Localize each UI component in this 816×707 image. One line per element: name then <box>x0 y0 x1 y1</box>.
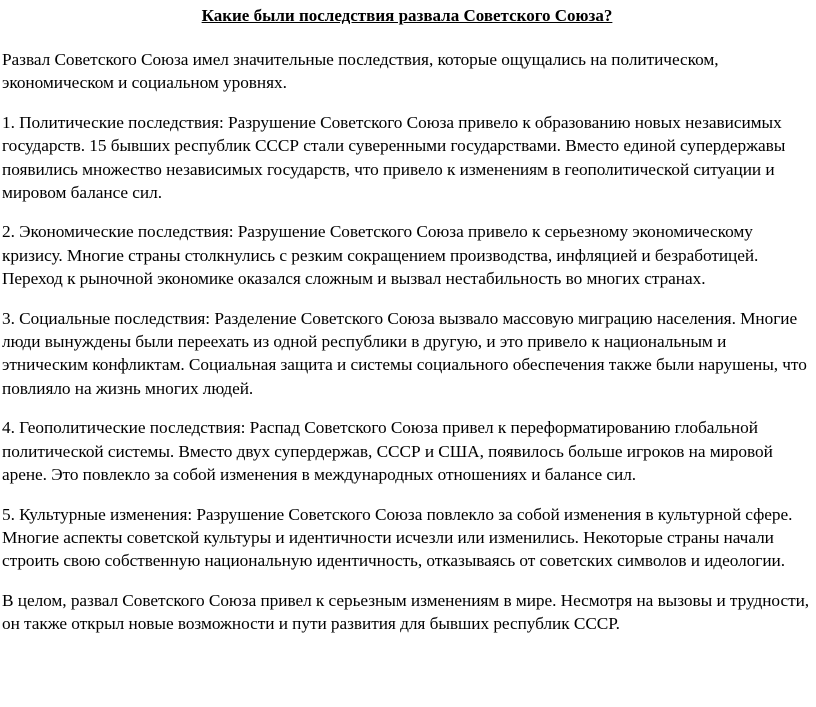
paragraph-economic: 2. Экономические последствия: Разрушение Советского Союза привело к серьезному экономическому кризису. Многие страны столкнулись с резким сокращением производства, инфляцией и безработицей. Переход к рыночной экономике оказался сложным и вызвал нестабильность во многих странах. <box>2 222 759 289</box>
paragraph-social: 3. Социальные последствия: Разделение Советского Союза вызвало массовую миграцию населения. Многие люди вынуждены были переехать из одной республики в другую, и это привело к национальным и этническим конфликтам. Социальная защита и системы социального обеспечения также были нарушены, что повлияло на жизнь многих людей. <box>2 308 807 398</box>
document-title: Какие были последствия развала Советского Союза? <box>201 6 613 25</box>
paragraph-political: 1. Политические последствия: Разрушение Советского Союза привело к образованию новых независимых государств. 15 бывших республик СССР стали суверенными государствами. Вместо единой супердержавы появились множество независимых государств, что привело к изменениям в геополитической ситуации и мировом балансе сил. <box>2 112 786 203</box>
paragraph-cultural: 5. Культурные изменения: Разрушение Советского Союза повлекло за собой изменения в культурной сфере. Многие аспекты советской культуры и идентичности исчезли или изменились. Некоторые страны начали строить свою собственную национальную идентичность, отказываясь от советских символов и идеологии. <box>2 504 793 571</box>
paragraph-geopolitical: 4. Геополитические последствия: Распад Советского Союза привел к переформатированию глобальной политической системы. Вместо двух супердержав, СССР и США, появилось больше игроков на мировой арене. Это повлекло за собой изменения в международных отношениях и балансе сил. <box>2 418 773 485</box>
paragraph-intro: Развал Советского Союза имел значительные последствия, которые ощущались на политическом, экономическом и социальном уровнях. <box>2 50 719 93</box>
paragraph-conclusion: В целом, развал Советского Союза привел к серьезным изменениям в мире. Несмотря на вызовы и трудности, он также открыл новые возможности и пути развития для бывших республик СССР. <box>2 590 810 634</box>
